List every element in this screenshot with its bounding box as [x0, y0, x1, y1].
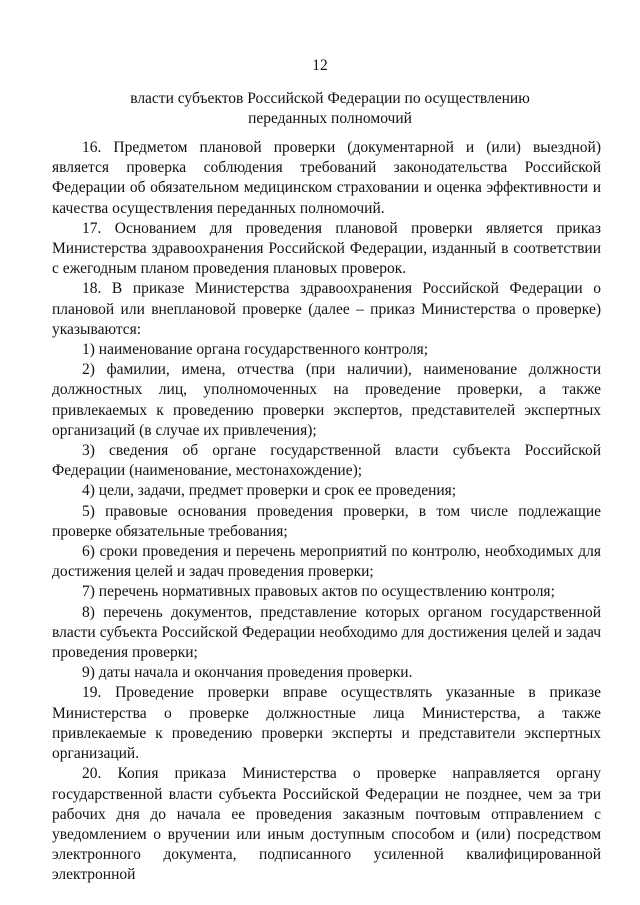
heading-line: переданных полномочий: [248, 110, 412, 127]
page-number: 12: [312, 57, 328, 74]
list-item-4: 4) цели, задачи, предмет проверки и срок ее проведения;: [82, 482, 457, 500]
paragraph-20: 20. Копия приказа Министерства о проверке направляется органу государственной власти субъекта Российской Федерации не позднее, чем за три рабочих дня до начала ее проведения заказным почтовым отправлением с уведомлением о вручении или иным доступным способом и (или) посредством электронного документа, подписанного усиленной квалифицированной электронной: [52, 765, 601, 884]
section-heading-continuation: [60, 89, 600, 129]
list-item-8: 8) перечень документов, представление которых органом государственной власти субъекта Российской Федерации необходимо для достижения целей и задач проведения проверки;: [52, 603, 601, 662]
paragraph-18: 18. В приказе Министерства здравоохранения Российской Федерации о плановой или внеплановой проверке (далее – приказ Министерства о проверке) указываются:: [52, 280, 601, 338]
list-item-5: 5) правовые основания проведения проверки, в том числе подлежащие проверке обязательные требования;: [52, 502, 601, 540]
document-body: [52, 138, 601, 886]
heading-line: власти субъектов Российской Федерации по осуществлению: [130, 90, 530, 107]
list-item-9: 9) даты начала и окончания проведения проверки.: [82, 664, 413, 682]
list-item-1: 1) наименование органа государственного контроля;: [82, 341, 429, 359]
list-item-6: 6) сроки проведения и перечень мероприятий по контролю, необходимых для достижения целей и задач проведения проверки;: [52, 543, 601, 581]
list-item-7: 7) перечень нормативных правовых актов по осуществлению контроля;: [82, 583, 555, 601]
paragraph-19: 19. Проведение проверки вправе осуществлять указанные в приказе Министерства о проверке должностные лица Министерства, а также привлекаемые к проведению проверки эксперты и представители экспертных организаций.: [52, 684, 601, 763]
paragraph-17: 17. Основанием для проведения плановой проверки является приказ Министерства здравоохранения Российской Федерации, изданный в соответствии с ежегодным планом проведения плановых проверок.: [52, 219, 601, 278]
list-item-2: 2) фамилии, имена, отчества (при наличии), наименование должности должностных лиц, уполномоченных на проведение проверки, а также привлекаемых к проведению проверки экспертов, представителей экспертных организаций (в случае их привлечения);: [52, 361, 601, 439]
list-item-3: 3) сведения об органе государственной власти субъекта Российской Федерации (наименование, местонахождение);: [52, 442, 601, 480]
paragraph-16: 16. Предметом плановой проверки (документарной и (или) выездной) является проверка соблюдения требований законодательства Российской Федерации об обязательном медицинском страховании и оценка эффективности и качества осуществления переданных полномочий.: [52, 139, 601, 217]
